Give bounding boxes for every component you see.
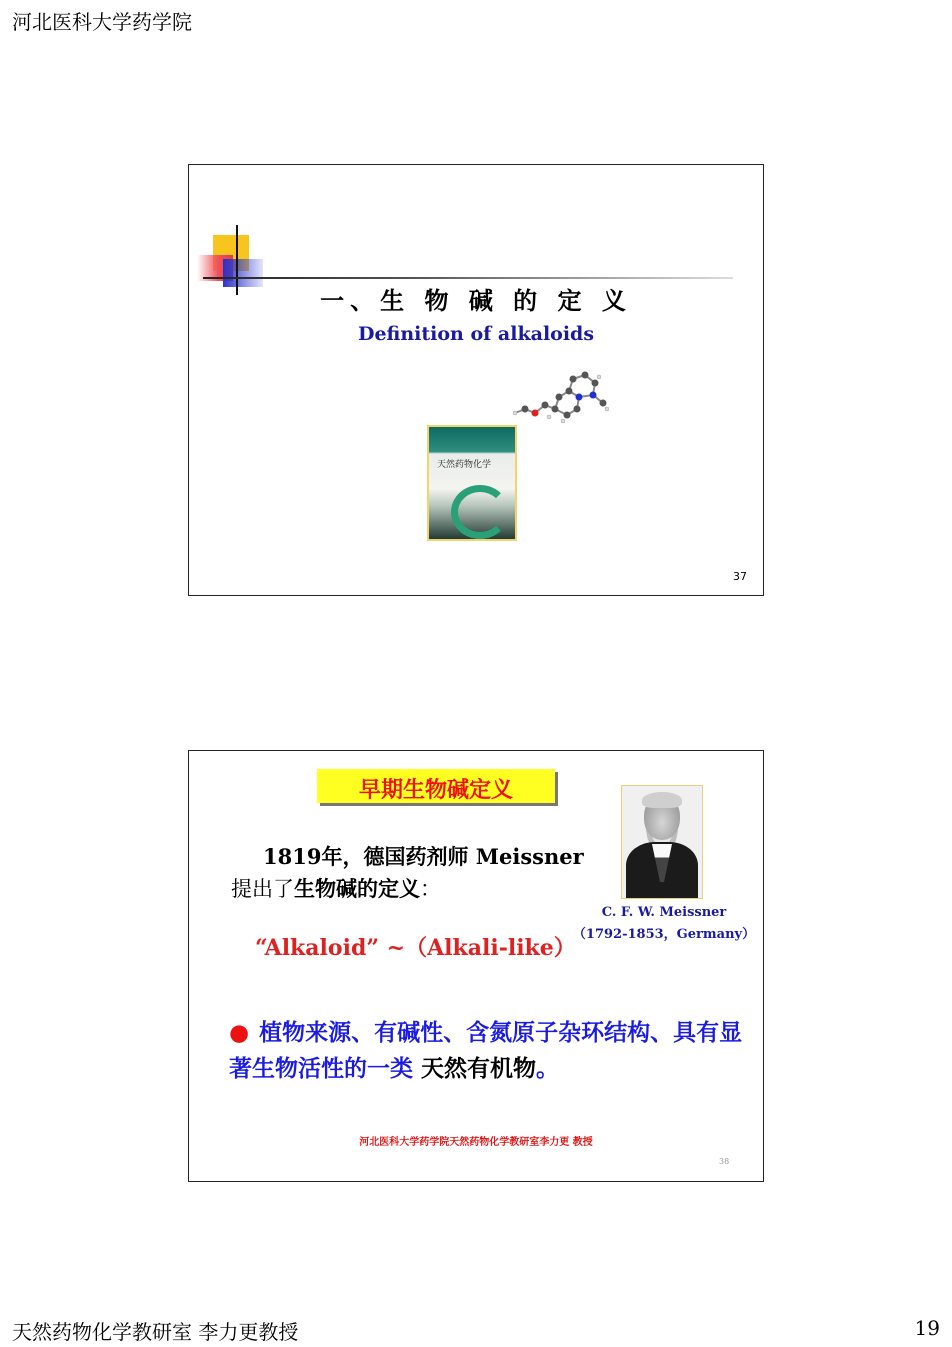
- history-text-line1: 1819年，德国药剂师 Meissner: [263, 844, 584, 869]
- history-text-line2: [231, 873, 441, 903]
- alkaloid-etymology: “Alkaloid” ~（Alkali-like）: [255, 935, 576, 961]
- slide-page-number: 38: [719, 1157, 730, 1166]
- decor-horizontal-line: [203, 277, 733, 279]
- portrait-caption-dates: （1792-1853，Germany）: [572, 927, 756, 942]
- portrait-hair: [642, 792, 682, 808]
- molecule-model-image: [509, 371, 609, 427]
- slide-title: 早期生物碱定义: [358, 778, 513, 803]
- text-fragment: 提出了: [231, 877, 294, 901]
- meissner-portrait-image: [621, 785, 703, 899]
- definition-text: 植物来源、有碱性、含氮原子杂环结构、具有显著生物活性的一类: [229, 1020, 743, 1082]
- slide-subtitle: Definition of alkaloids: [357, 323, 595, 345]
- slide-38: [188, 750, 764, 1182]
- definition-end: 。: [536, 1056, 560, 1082]
- text-bold-fragment: 生物碱的定义: [294, 877, 420, 901]
- slide-title: 一、生 物 碱 的 定 义: [320, 287, 632, 315]
- slide-37: [188, 164, 764, 596]
- page-number: 19: [914, 1316, 940, 1340]
- textbook-cover-image: [427, 425, 517, 541]
- page-footer: 天然药物化学教研室 李力更教授: [12, 1320, 299, 1344]
- page-header: 河北医科大学药学院: [12, 10, 192, 34]
- definition-emphasis: 天然有机物: [421, 1056, 537, 1082]
- definition-bullet: [229, 1015, 749, 1087]
- text-fragment: ：: [420, 877, 441, 901]
- bullet-dot-icon: ●: [229, 1020, 250, 1046]
- slide-credit: 河北医科大学药学院天然药物化学教研室李力更 教授: [359, 1137, 593, 1148]
- book-title: 天然药物化学: [437, 460, 492, 470]
- portrait-caption-name: C. F. W. Meissner: [601, 905, 727, 920]
- book-cover-graphic: [451, 485, 509, 539]
- slide-page-number: 37: [733, 570, 747, 583]
